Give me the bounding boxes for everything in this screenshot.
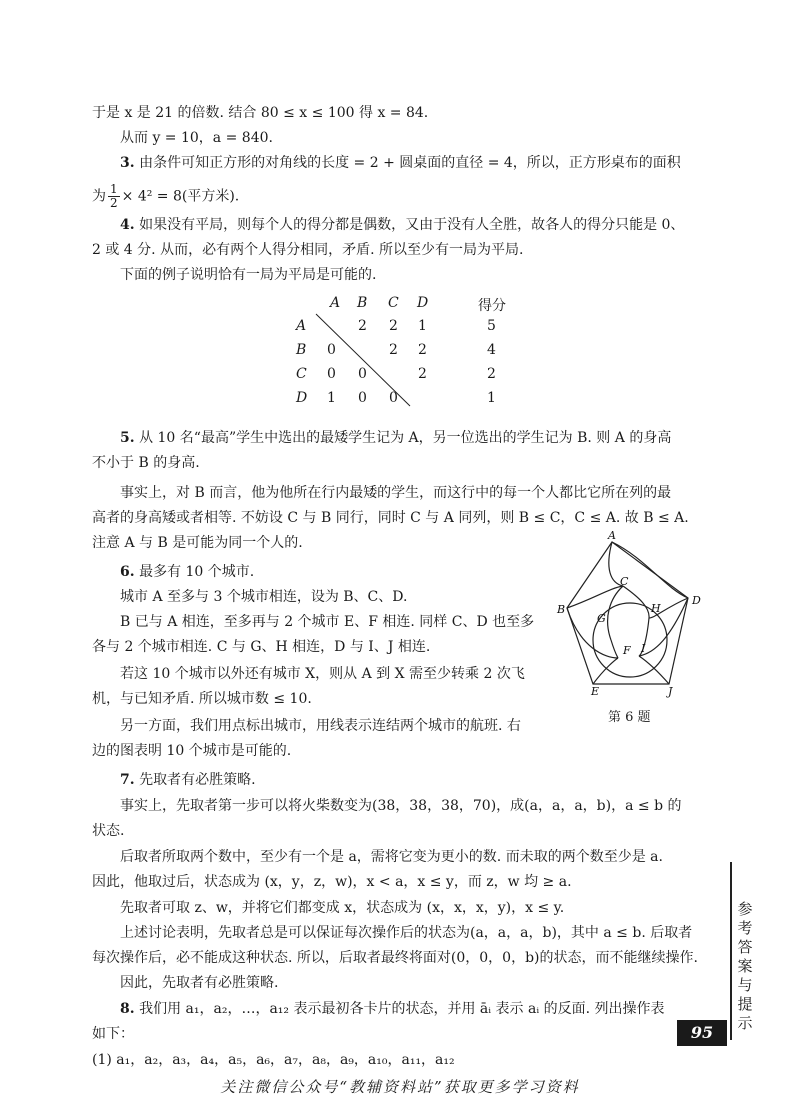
node-label-b: B — [557, 603, 566, 616]
table-col-header: B — [357, 295, 368, 311]
text-line: 5. 从 10 名“最高”学生中选出的最矮学生记为 A，另一位选出的学生记为 B. 则 A 的身高 — [120, 430, 672, 446]
figure-caption: 第 6 题 — [608, 710, 651, 725]
text-line: 各与 2 个城市相连. C 与 G、H 相连，D 与 I、J 相连. — [92, 639, 431, 655]
table-cell: 2 — [389, 342, 398, 358]
score-table — [0, 0, 800, 420]
text-line: 8. 我们用 a₁，a₂，…，a₁₂ 表示最初各卡片的状态，并用 āᵢ 表示 aᵢ 的反面. 列出操作表 — [120, 1001, 665, 1017]
page-number: 95 — [677, 1020, 727, 1046]
text-line: 上述讨论表明，先取者总是可以保证每次操作后的状态为(a，a，a，b)，其中 a ≤ b. 后取者 — [120, 925, 693, 941]
text-line: 城市 A 至多与 3 个城市相连，设为 B、C、D. — [120, 589, 408, 605]
text-line: 因此，先取者有必胜策略. — [120, 975, 279, 991]
table-col-header: D — [417, 295, 429, 311]
text-line: 7. 先取者有必胜策略. — [120, 772, 256, 788]
text-line: 如下： — [92, 1026, 134, 1042]
text-line: 每次操作后，必不能成这种状态. 所以，后取者最终将面对(0，0，0，b)的状态，而不能继续操作. — [92, 950, 698, 966]
problem-number: 8. — [120, 1001, 135, 1017]
table-cell: 0 — [327, 366, 336, 382]
table-cell: 2 — [358, 318, 367, 334]
text-line: 6. 最多有 10 个城市. — [120, 564, 255, 580]
problem-number: 3. — [120, 155, 135, 171]
node-label-g: G — [597, 612, 606, 625]
table-cell: 0 — [358, 390, 367, 406]
table-cell: 2 — [418, 366, 427, 382]
table-score: 5 — [487, 318, 496, 334]
text-line: 若这 10 个城市以外还有城市 X，则从 A 到 X 需至少转乘 2 次飞 — [120, 666, 525, 682]
text-line: 为 $\frac{1}{2}$ × 4² = 8(平方米). — [92, 182, 240, 210]
text-line: 不小于 B 的身高. — [92, 455, 200, 471]
text-line: 机，与已知矛盾. 所以城市数 ≤ 10. — [92, 691, 312, 707]
text-line: 边的图表明 10 个城市是可能的. — [92, 743, 292, 759]
table-cell: 0 — [389, 390, 398, 406]
node-label-h: H — [651, 602, 661, 615]
text-line: 注意 A 与 B 是可能为同一个人的. — [92, 535, 303, 551]
table-cell: 2 — [418, 342, 427, 358]
text-line: 后取者所取两个数中，至少有一个是 a，需将它变为更小的数. 而未取的两个数至少是 a. — [120, 849, 663, 865]
side-rule — [730, 862, 732, 1040]
text-line: (1) a₁，a₂，a₃，a₄，a₅，a₆，a₇，a₈，a₉，a₁₀，a₁₁，a₁₂ — [92, 1052, 455, 1068]
table-score: 2 — [487, 366, 496, 382]
table-score: 4 — [487, 342, 496, 358]
text-line: 下面的例子说明恰有一局为平局是可能的. — [120, 267, 377, 283]
node-label-i: I — [641, 642, 646, 655]
text-line: 事实上，先取者第一步可以将火柴数变为(38，38，38，70)，成(a，a，a，b)，a ≤ b 的 — [120, 798, 682, 814]
table-score-header: 得分 — [478, 298, 506, 314]
table-row-header: A — [296, 318, 307, 334]
table-cell: 0 — [358, 366, 367, 382]
text-line: 从而 y = 10，a = 840. — [120, 130, 273, 146]
fraction: $\frac{1}{2}$ — [110, 182, 118, 210]
text-line: 高者的身高矮或者相等. 不妨设 C 与 B 同行，同时 C 与 A 同列，则 B ≤ C，C ≤ A. 故 B ≤ A. — [92, 510, 689, 526]
table-cell: 1 — [327, 390, 336, 406]
table-diagonal — [0, 0, 800, 420]
text-line: 因此，他取过后，状态成为 (x，y，z，w)，x < a，x ≤ y，而 z，w 均 ≥ a. — [92, 874, 572, 890]
node-label-e: E — [591, 685, 600, 698]
text-line: 于是 x 是 21 的倍数. 结合 80 ≤ x ≤ 100 得 x = 84. — [92, 105, 429, 121]
problem-number: 6. — [120, 564, 135, 580]
text-line: 状态. — [92, 823, 125, 839]
text-line: B 已与 A 相连，至多再与 2 个城市 E、F 相连. 同样 C、D 也至多 — [120, 614, 535, 630]
text-line: 先取者可取 z、w，并将它们都变成 x，状态成为 (x，x，x，y)，x ≤ y. — [120, 900, 565, 916]
table-row-header: D — [296, 390, 308, 406]
node-label-d: D — [692, 594, 701, 607]
text-line: 4. 如果没有平局，则每个人的得分都是偶数，又由于没有人全胜，故各人的得分只能是 0、 — [120, 217, 685, 233]
node-label-f: F — [623, 644, 631, 657]
text-line: 2 或 4 分. 从而，必有两个人得分相同，矛盾. 所以至少有一局为平局. — [92, 242, 524, 258]
problem-number: 5. — [120, 430, 135, 446]
side-section-label: 参考答案与提示 — [737, 900, 753, 1032]
table-col-header: C — [388, 295, 399, 311]
problem-number: 7. — [120, 772, 135, 788]
node-label-a: A — [608, 529, 616, 542]
text-line: 3. 由条件可知正方形的对角线的长度 = 2 + 圆桌面的直径 = 4，所以，正方形桌布的面积 — [120, 155, 681, 171]
table-cell: 0 — [327, 342, 336, 358]
text-line: 事实上，对 B 而言，他为他所在行内最矮的学生，而这行中的每一个人都比它所在列的最 — [120, 485, 672, 501]
footer-promo: 关注微信公众号“教辅资料站”获取更多学习资料 — [220, 1078, 580, 1096]
table-row-header: B — [296, 342, 307, 358]
city-graph-figure — [555, 528, 715, 728]
text-line: 另一方面，我们用点标出城市，用线表示连结两个城市的航班. 右 — [120, 718, 521, 734]
node-label-j: J — [668, 685, 673, 698]
problem-number: 4. — [120, 217, 135, 233]
node-label-c: C — [620, 575, 629, 588]
table-cell: 2 — [389, 318, 398, 334]
table-col-header: A — [330, 295, 341, 311]
table-score: 1 — [487, 390, 496, 406]
table-cell: 1 — [418, 318, 427, 334]
table-row-header: C — [296, 366, 307, 382]
